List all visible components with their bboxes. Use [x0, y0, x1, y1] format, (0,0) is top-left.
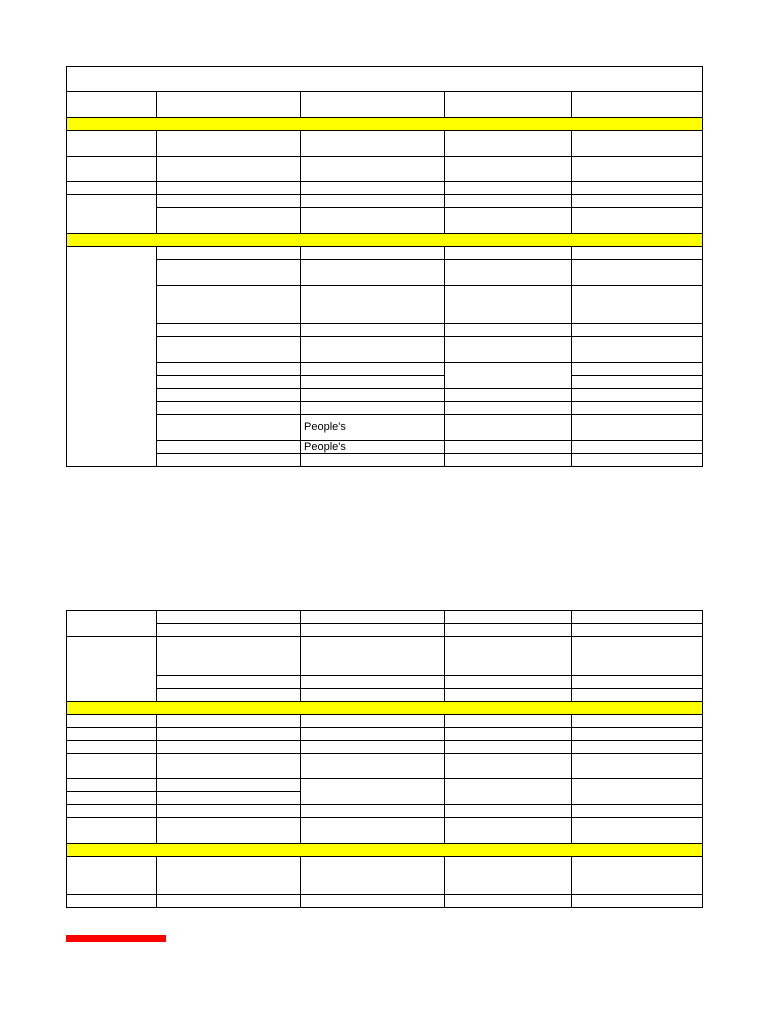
row-line: [66, 894, 703, 895]
row-line: [66, 804, 703, 805]
row-line: [66, 778, 703, 779]
row-line: [66, 636, 703, 637]
column-line: [66, 610, 67, 908]
column-line: [571, 714, 572, 844]
row-line: [66, 701, 703, 702]
row-line: [66, 843, 703, 844]
row-line: [66, 740, 703, 741]
row-line: [66, 817, 703, 818]
cell-peoples-1: People's: [304, 421, 346, 433]
row-line: [156, 675, 703, 676]
column-line: [156, 714, 157, 844]
row-line: [66, 907, 703, 908]
column-line: [444, 714, 445, 844]
section-highlight: [66, 701, 703, 714]
red-marker-bar: [66, 935, 166, 942]
column-line: [300, 714, 301, 844]
cell-peoples-2: People's: [304, 441, 346, 453]
column-line: [571, 610, 572, 702]
row-line: [156, 623, 703, 624]
column-line: [571, 856, 572, 908]
row-line: [156, 688, 703, 689]
column-line: [300, 856, 301, 908]
column-line: [300, 610, 301, 702]
section-highlight: [66, 843, 703, 856]
row-line: [66, 753, 703, 754]
column-line: [156, 610, 157, 702]
column-line: [702, 610, 703, 908]
table-2: [66, 0, 703, 1024]
column-line: [444, 610, 445, 702]
column-line: [444, 856, 445, 908]
row-line: [66, 714, 703, 715]
row-line: [66, 727, 703, 728]
row-line: [66, 856, 703, 857]
row-line: [66, 610, 703, 611]
column-line: [156, 856, 157, 908]
row-line: [66, 791, 300, 792]
